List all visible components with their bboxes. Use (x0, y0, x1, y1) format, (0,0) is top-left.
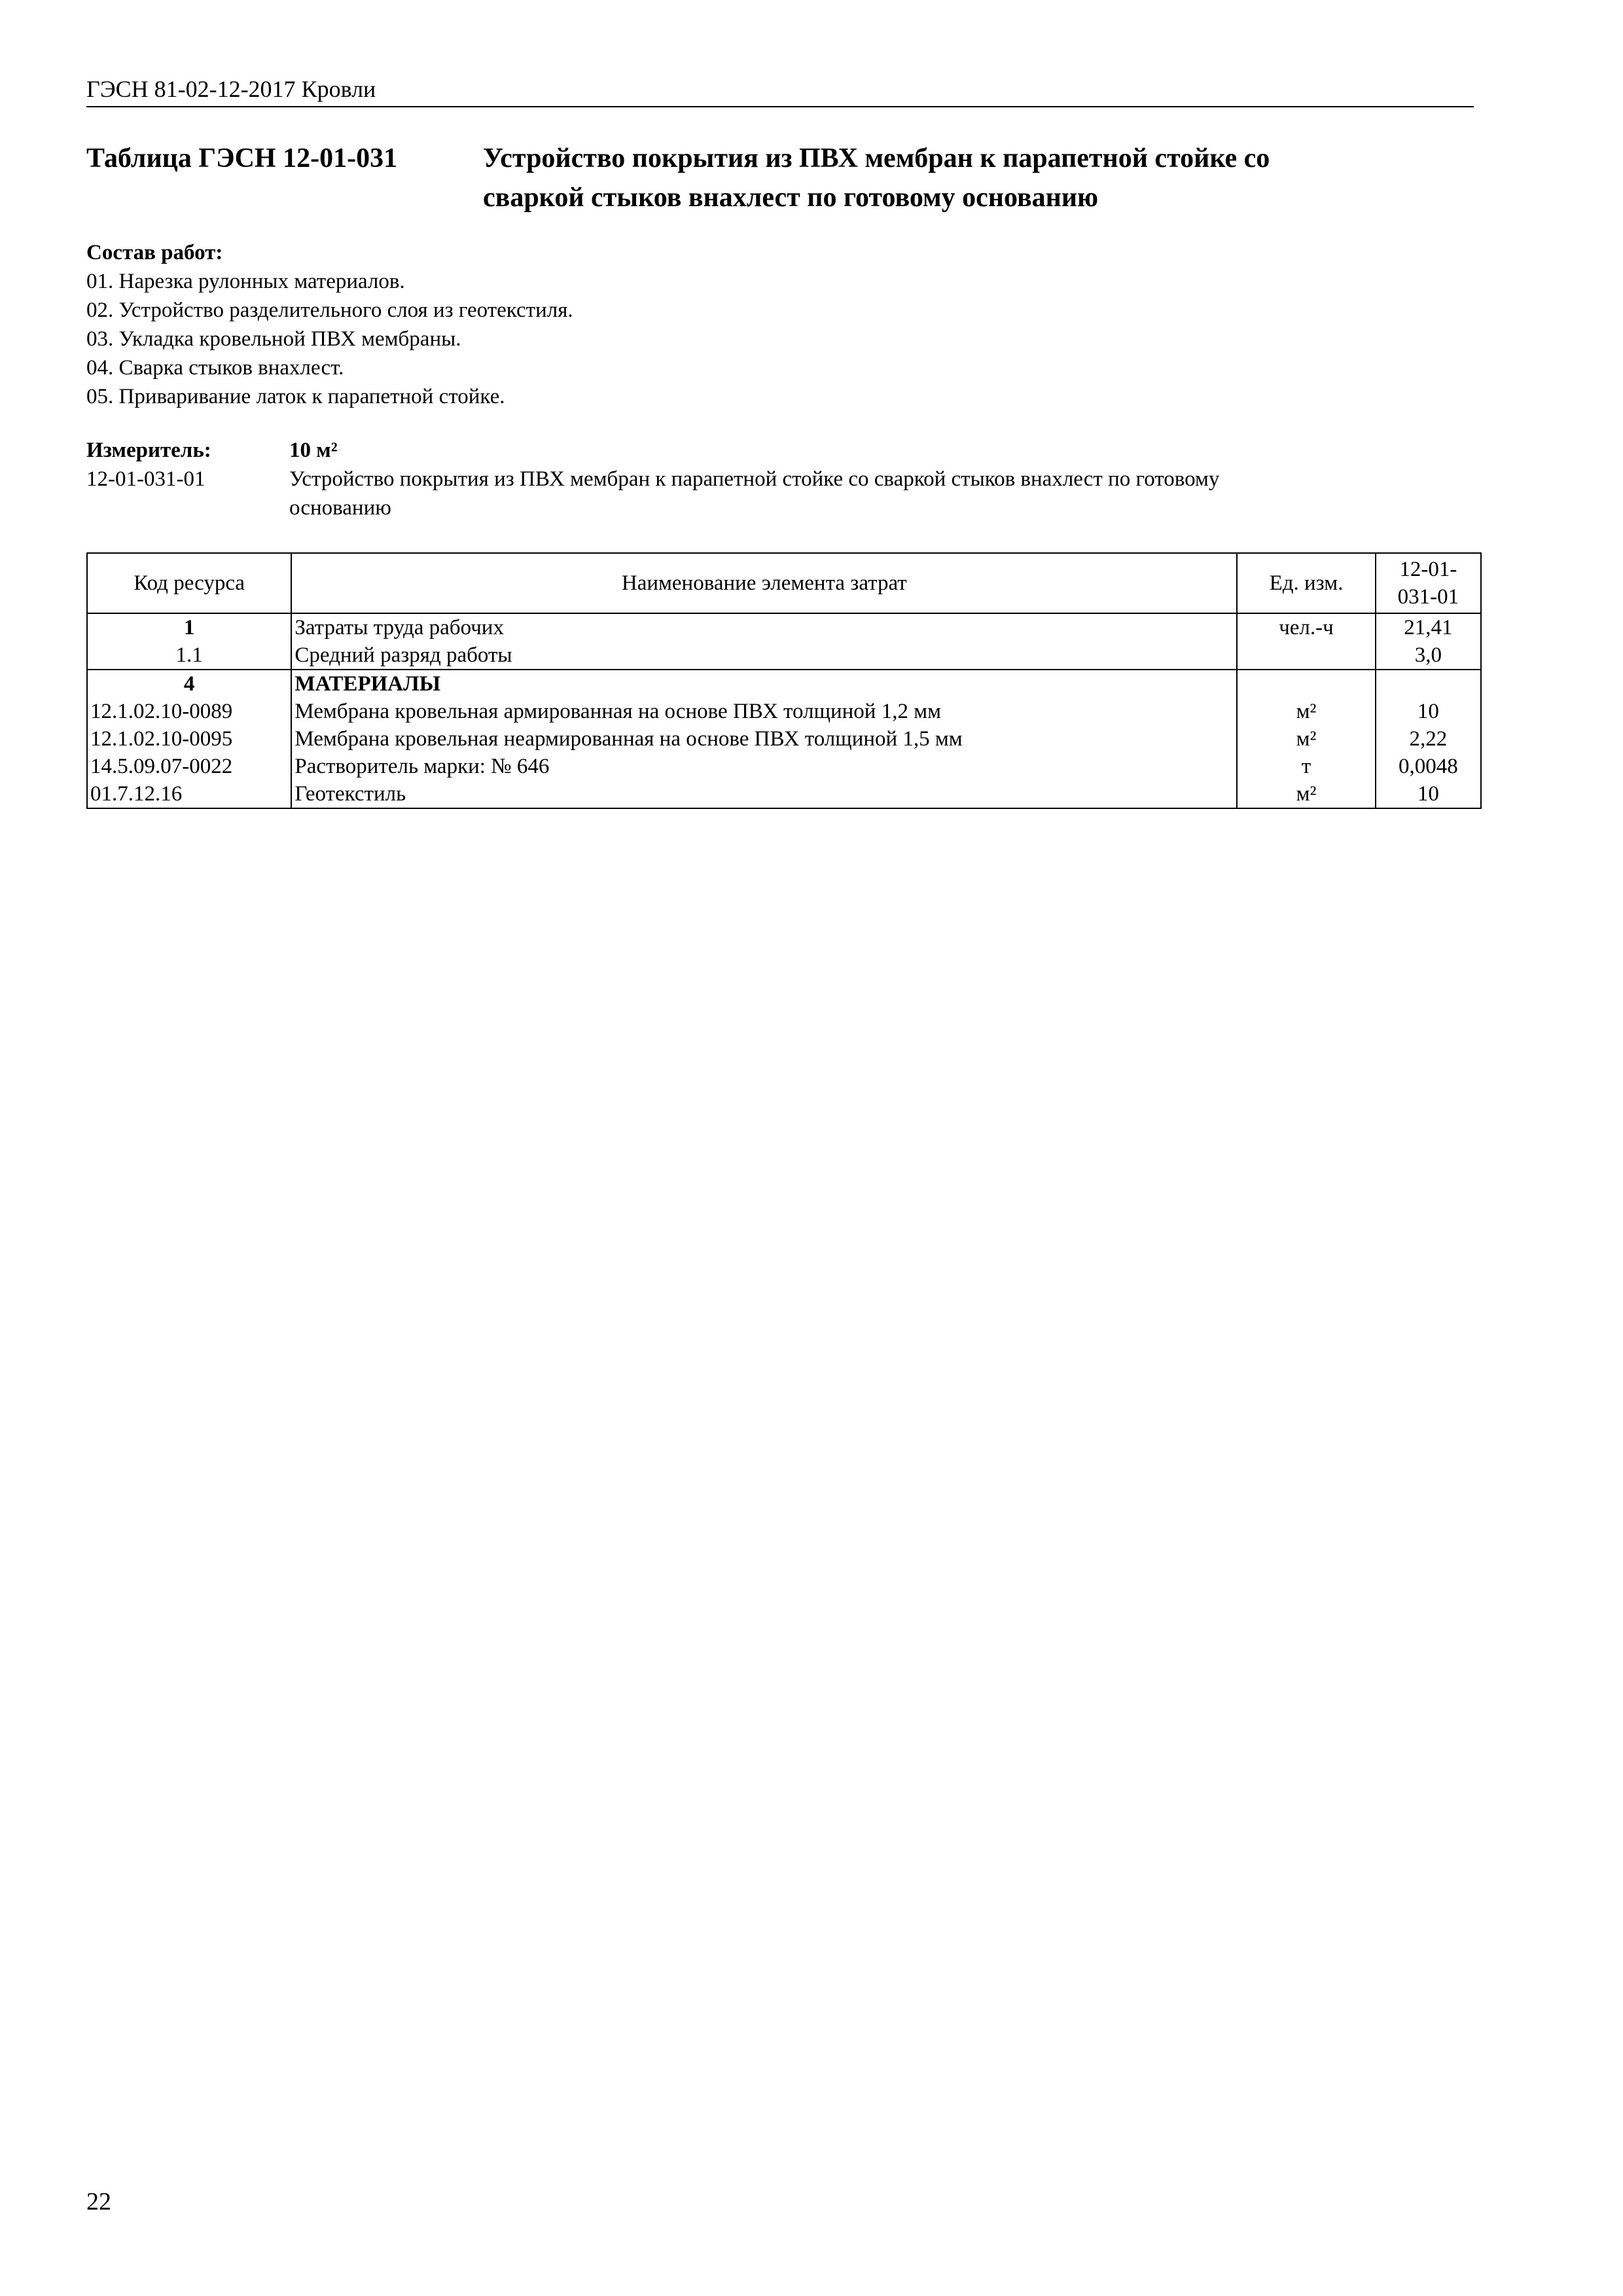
materials-group (87, 670, 1481, 808)
meter-label: Измеритель: (86, 439, 211, 462)
row-unit: чел.-ч (1237, 613, 1376, 641)
table-title-name-line2: сваркой стыков внахлест по готовому основанию (483, 183, 1099, 213)
row-code: 1.1 (87, 641, 291, 670)
row-unit: м² (1237, 698, 1376, 725)
table-title-name-line1: Устройство покрытия из ПВХ мембран к парапетной стойке со (483, 143, 1270, 173)
header-value-line2: 031-01 (1397, 585, 1459, 609)
header-name: Наименование элемента затрат (291, 553, 1237, 613)
meter-description-line1: Устройство покрытия из ПВХ мембран к парапетной стойке со сваркой стыков внахлест по готовому (289, 467, 1220, 491)
table-row (87, 725, 1481, 753)
row-unit: т (1237, 753, 1376, 780)
labor-group (87, 613, 1481, 670)
row-value: 10 (1376, 698, 1481, 725)
row-value: 21,41 (1376, 613, 1481, 641)
page-number: 22 (86, 2188, 111, 2215)
running-header: ГЭСН 81-02-12-2017 Кровли (86, 73, 1474, 107)
row-unit: м² (1237, 725, 1376, 753)
row-code: 12.1.02.10-0095 (87, 725, 291, 753)
table-header-row (87, 553, 1481, 613)
table-row (87, 698, 1481, 725)
row-unit: м² (1237, 780, 1376, 808)
row-code: 4 (87, 670, 291, 698)
cost-table (86, 552, 1482, 809)
row-name: Затраты труда рабочих (291, 613, 1237, 641)
row-code: 14.5.09.07-0022 (87, 753, 291, 780)
meter-code: 12-01-031-01 (86, 467, 205, 491)
works-heading: Состав работ: (86, 241, 223, 264)
table-row (87, 613, 1481, 641)
row-name: МАТЕРИАЛЫ (291, 670, 1237, 698)
row-unit (1237, 641, 1376, 670)
table-row (87, 780, 1481, 808)
header-code: Код ресурса (87, 553, 291, 613)
table-row (87, 753, 1481, 780)
work-item: 03. Укладка кровельной ПВХ мембраны. (86, 327, 461, 351)
row-name: Средний разряд работы (291, 641, 1237, 670)
table-title-code: Таблица ГЭСН 12-01-031 (86, 143, 398, 173)
header-value-line1: 12-01- (1399, 558, 1457, 581)
header-unit: Ед. изм. (1237, 553, 1376, 613)
work-item: 01. Нарезка рулонных материалов. (86, 270, 405, 293)
table-row (87, 641, 1481, 670)
works-section (86, 238, 1474, 411)
row-name: Геотекстиль (291, 780, 1237, 808)
meter-description-line2: основанию (289, 496, 391, 520)
row-code: 01.7.12.16 (87, 780, 291, 808)
meter-section (86, 436, 1474, 522)
row-value: 0,0048 (1376, 753, 1481, 780)
row-name: Растворитель марки: № 646 (291, 753, 1237, 780)
work-item: 04. Сварка стыков внахлест. (86, 356, 344, 380)
row-code: 1 (87, 613, 291, 641)
row-value: 2,22 (1376, 725, 1481, 753)
row-code: 12.1.02.10-0089 (87, 698, 291, 725)
row-value: 10 (1376, 780, 1481, 808)
table-title-name (483, 139, 1465, 217)
row-value: 3,0 (1376, 641, 1481, 670)
row-name: Мембрана кровельная армированная на основе ПВХ толщиной 1,2 мм (291, 698, 1237, 725)
table-row (87, 670, 1481, 698)
meter-value: 10 м² (289, 439, 338, 462)
work-item: 05. Приваривание латок к парапетной стойке. (86, 385, 505, 408)
header-value (1376, 553, 1481, 613)
work-item: 02. Устройство разделительного слоя из геотекстиля. (86, 298, 573, 322)
row-name: Мембрана кровельная неармированная на основе ПВХ толщиной 1,5 мм (291, 725, 1237, 753)
row-unit (1237, 670, 1376, 698)
row-value (1376, 670, 1481, 698)
